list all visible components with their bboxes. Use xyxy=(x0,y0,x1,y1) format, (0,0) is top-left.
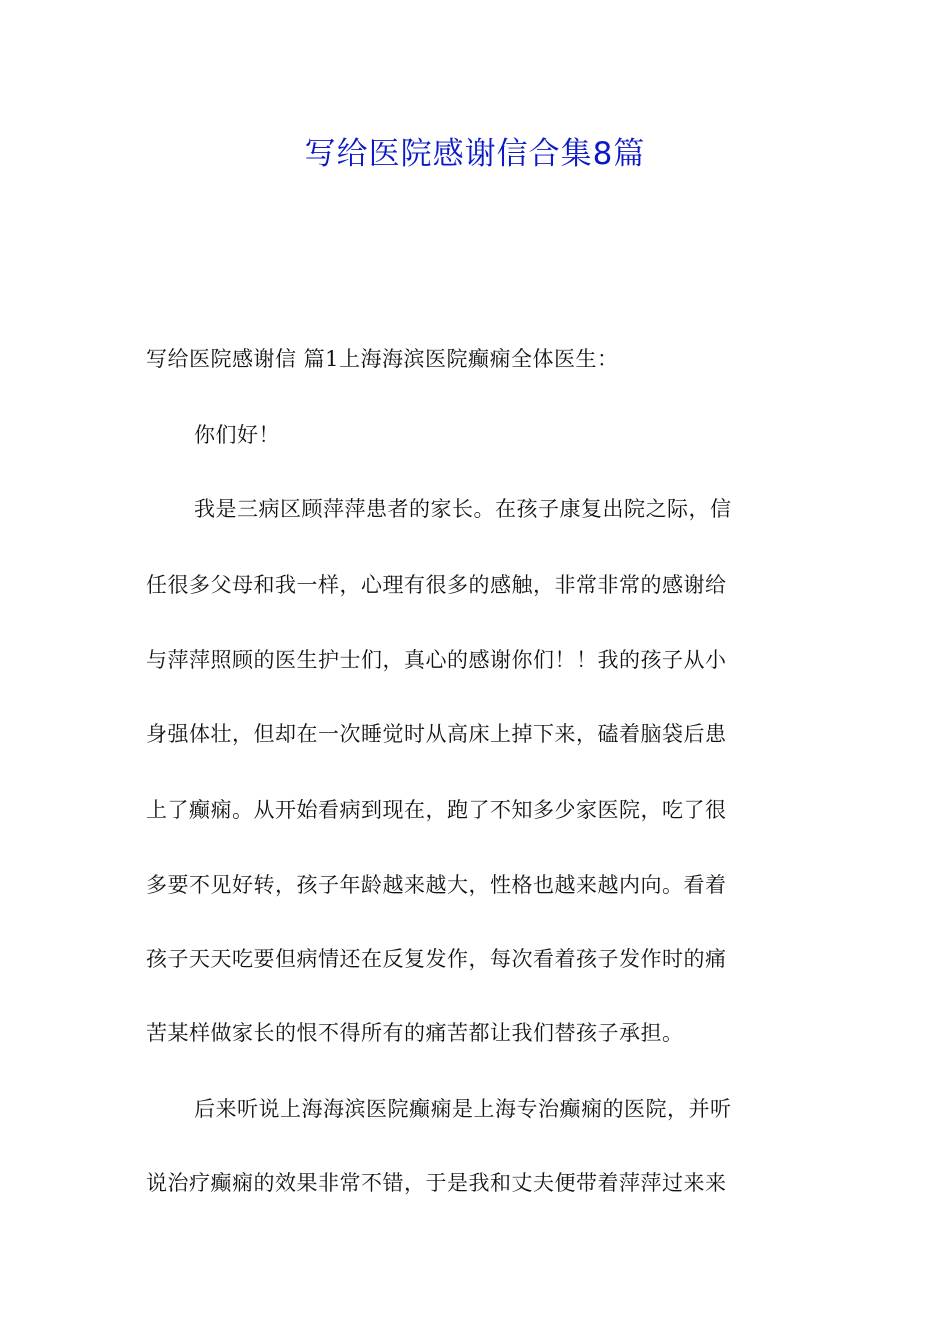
paragraph-line: 上了癫痫。从开始看病到现在，跑了不知多少家医院，吃了很 xyxy=(146,798,727,822)
paragraph-line: 我是三病区顾萍萍患者的家长。在孩子康复出院之际，信 xyxy=(194,497,732,521)
paragraph-line: 后来听说上海海滨医院癫痫是上海专治癫痫的医院，并听 xyxy=(194,1097,732,1121)
letter-heading-line: 写给医院感谢信 篇1上海海滨医院癫痫全体医生： xyxy=(146,347,619,371)
document-title: 写给医院感谢信合集8篇 xyxy=(304,136,646,172)
paragraph-line: 身强体壮，但却在一次睡觉时从高床上掉下来，磕着脑袋后患 xyxy=(146,722,727,746)
paragraph-line: 任很多父母和我一样，心理有很多的感触，非常非常的感谢给 xyxy=(146,573,727,597)
greeting-line: 你们好！ xyxy=(194,423,280,447)
paragraph-line: 说治疗癫痫的效果非常不错，于是我和丈夫便带着萍萍过来来 xyxy=(146,1171,727,1195)
paragraph-line: 孩子天天吃要但病情还在反复发作，每次看着孩子发作时的痛 xyxy=(146,947,727,971)
paragraph-line: 多要不见好转，孩子年龄越来越大，性格也越来越内向。看着 xyxy=(146,873,727,897)
paragraph-line: 苦某样做家长的恨不得所有的痛苦都让我们替孩子承担。 xyxy=(146,1021,684,1045)
paragraph-line: 与萍萍照顾的医生护士们，真心的感谢你们！！我的孩子从小 xyxy=(146,648,727,672)
